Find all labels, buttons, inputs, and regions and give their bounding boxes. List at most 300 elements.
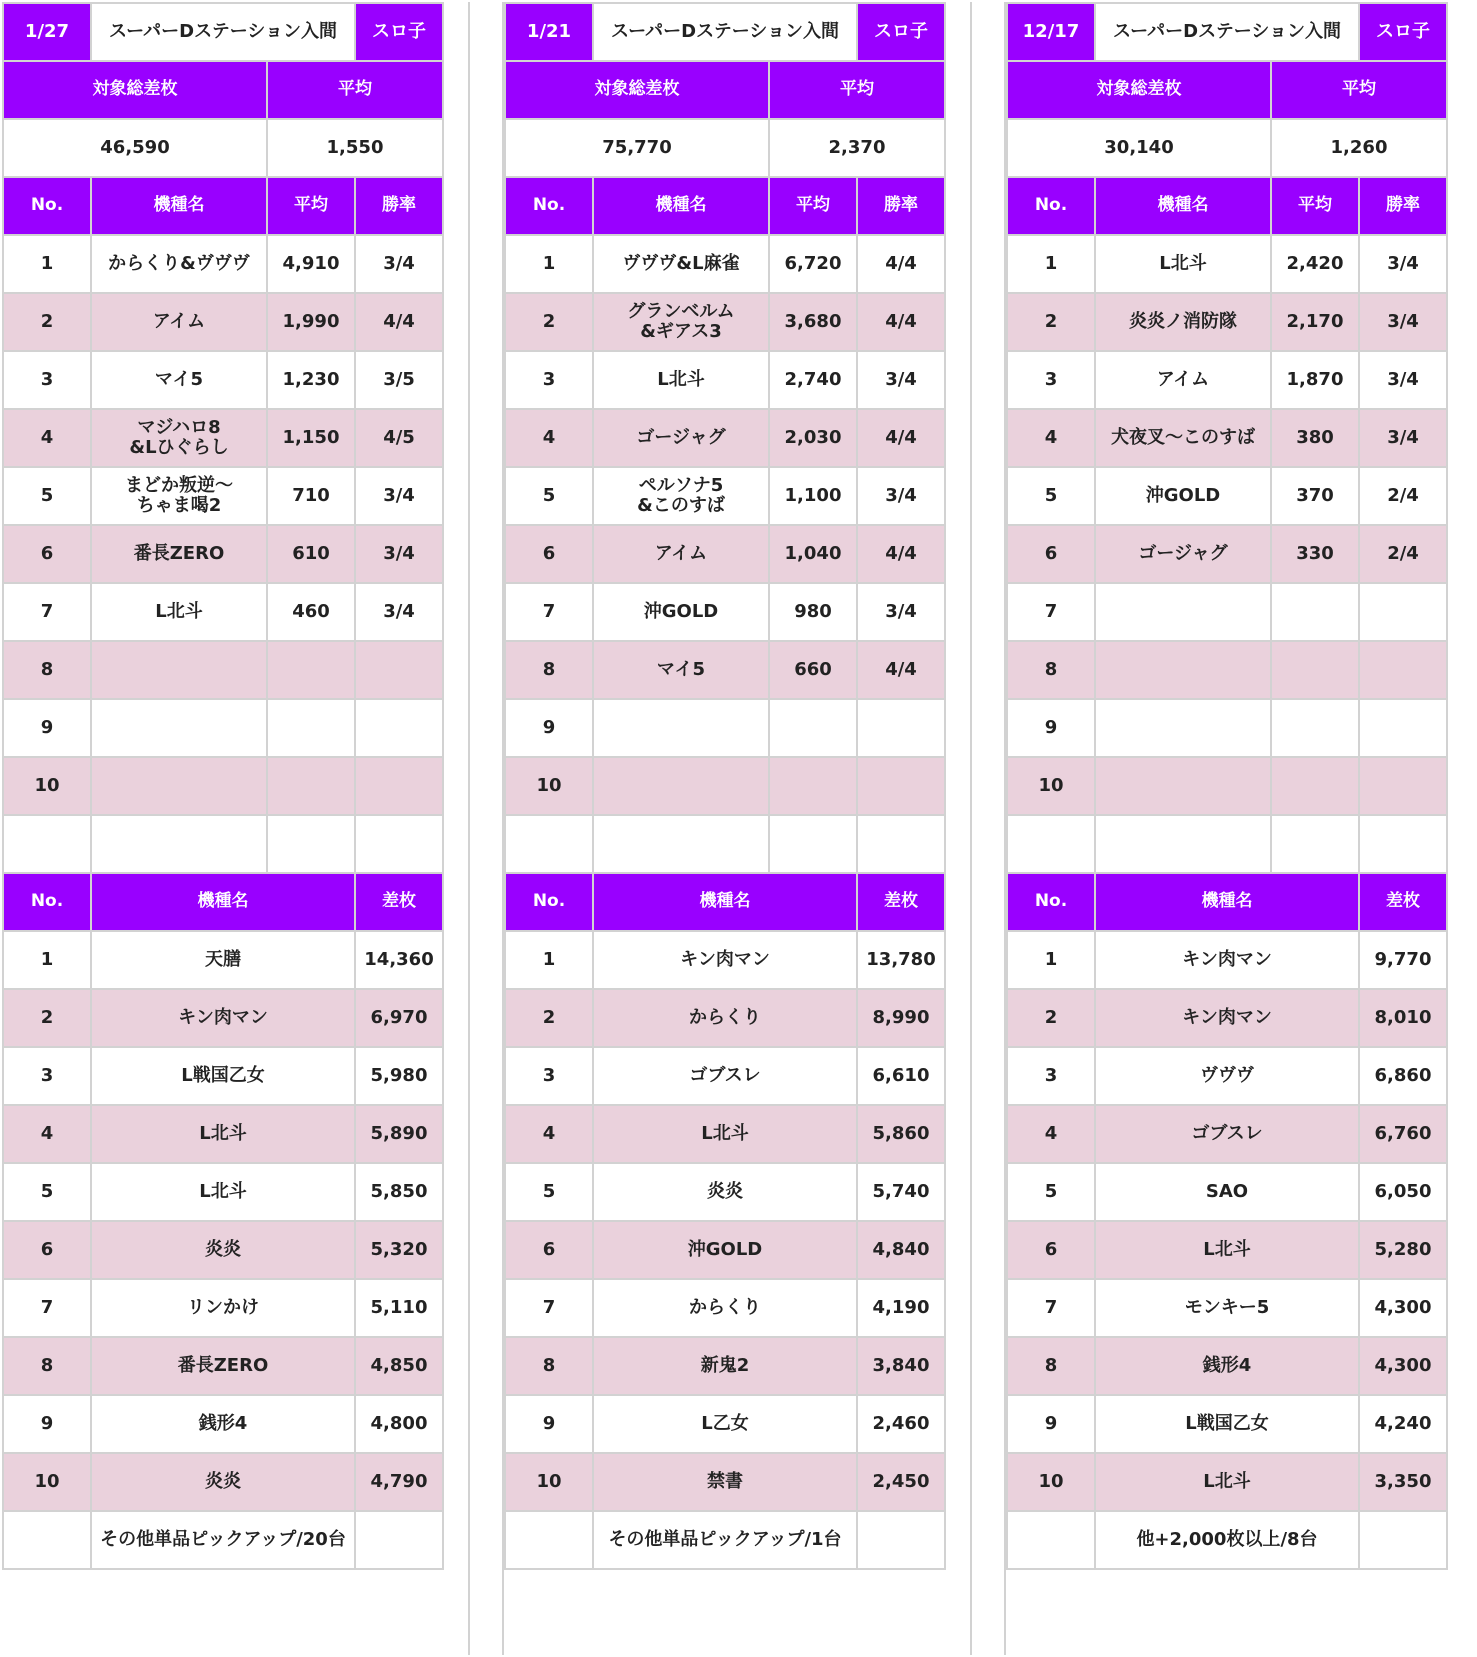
model-name: マイ5 — [593, 641, 769, 699]
average — [1271, 583, 1359, 641]
model-name: 番長ZERO — [91, 525, 267, 583]
coin-diff: 14,360 — [355, 931, 443, 989]
model-name: キン肉マン — [1095, 989, 1359, 1047]
model-name: マジハロ8 &Lひぐらし — [91, 409, 267, 467]
model-name: キン肉マン — [1095, 931, 1359, 989]
model-header-row — [3, 177, 443, 235]
model-name: 禁書 — [593, 1453, 857, 1511]
rank: 1 — [3, 235, 91, 293]
coin-diff: 4,850 — [355, 1337, 443, 1395]
panel-0-unit-table — [2, 872, 444, 1570]
rank: 4 — [3, 1105, 91, 1163]
table-row — [3, 293, 443, 351]
date-label: 1/27 — [3, 3, 91, 61]
average-value: 1,260 — [1271, 119, 1447, 177]
rank: 4 — [505, 409, 593, 467]
table-row — [505, 409, 945, 467]
rank: 3 — [1007, 1047, 1095, 1105]
empty-cell — [593, 815, 769, 873]
spacer-row — [3, 815, 443, 873]
summary-value-row — [505, 119, 945, 177]
spacer-row — [1007, 815, 1447, 873]
win-rate: 3/4 — [1359, 409, 1447, 467]
footer-row — [3, 1511, 443, 1569]
rank: 6 — [3, 1221, 91, 1279]
rank: 10 — [1007, 757, 1095, 815]
table-row — [1007, 293, 1447, 351]
model-name: ゴブスレ — [1095, 1105, 1359, 1163]
table-row — [1007, 467, 1447, 525]
rank: 2 — [505, 989, 593, 1047]
rank: 1 — [505, 235, 593, 293]
model-name: 犬夜叉～このすば — [1095, 409, 1271, 467]
win-rate: 3/4 — [355, 525, 443, 583]
average: 660 — [769, 641, 857, 699]
win-rate: 4/4 — [857, 641, 945, 699]
coin-diff: 6,760 — [1359, 1105, 1447, 1163]
win-rate: 4/4 — [857, 409, 945, 467]
coin-diff: 3,350 — [1359, 1453, 1447, 1511]
coin-diff: 5,980 — [355, 1047, 443, 1105]
table-row — [3, 1395, 443, 1453]
win-rate: 3/5 — [355, 351, 443, 409]
rank: 9 — [505, 699, 593, 757]
average — [1271, 699, 1359, 757]
coin-diff: 4,190 — [857, 1279, 945, 1337]
table-row — [505, 1453, 945, 1511]
model-name: 炎炎 — [593, 1163, 857, 1221]
header-model: 機種名 — [1095, 177, 1271, 235]
model-name: アイム — [593, 525, 769, 583]
table-row — [1007, 1105, 1447, 1163]
average: 380 — [1271, 409, 1359, 467]
table-row — [1007, 699, 1447, 757]
coin-diff: 2,460 — [857, 1395, 945, 1453]
coin-diff: 9,770 — [1359, 931, 1447, 989]
empty-cell — [1359, 1511, 1447, 1569]
summary-header-row — [3, 61, 443, 119]
panel-1-unit-table — [504, 872, 946, 1570]
rank: 2 — [1007, 293, 1095, 351]
coin-diff: 5,280 — [1359, 1221, 1447, 1279]
model-name: キン肉マン — [593, 931, 857, 989]
table-row — [3, 409, 443, 467]
model-name: リンかけ — [91, 1279, 355, 1337]
model-name — [91, 757, 267, 815]
header-model: 機種名 — [91, 873, 355, 931]
average — [1271, 757, 1359, 815]
table-row — [505, 467, 945, 525]
win-rate: 3/4 — [1359, 351, 1447, 409]
spacer-row — [505, 815, 945, 873]
coin-diff: 4,840 — [857, 1221, 945, 1279]
header-no: No. — [1007, 177, 1095, 235]
model-name: モンキー5 — [1095, 1279, 1359, 1337]
table-row — [505, 989, 945, 1047]
date-label: 12/17 — [1007, 3, 1095, 61]
table-row — [1007, 931, 1447, 989]
category-tag: スロ子 — [857, 3, 945, 61]
model-name: 銭形4 — [91, 1395, 355, 1453]
panel-0-model-table — [2, 2, 444, 874]
rank: 6 — [1007, 525, 1095, 583]
win-rate: 4/4 — [857, 235, 945, 293]
table-row — [3, 583, 443, 641]
win-rate: 2/4 — [1359, 467, 1447, 525]
win-rate: 4/5 — [355, 409, 443, 467]
table-row — [505, 1105, 945, 1163]
rank: 7 — [1007, 583, 1095, 641]
category-tag: スロ子 — [1359, 3, 1447, 61]
total-diff-value: 30,140 — [1007, 119, 1271, 177]
win-rate: 2/4 — [1359, 525, 1447, 583]
empty-cell — [355, 1511, 443, 1569]
table-row — [3, 989, 443, 1047]
coin-diff: 5,890 — [355, 1105, 443, 1163]
average — [267, 757, 355, 815]
average: 460 — [267, 583, 355, 641]
win-rate — [857, 757, 945, 815]
empty-cell — [1095, 815, 1271, 873]
rank: 8 — [505, 1337, 593, 1395]
coin-diff: 4,790 — [355, 1453, 443, 1511]
model-name: ヴヴヴ&L麻雀 — [593, 235, 769, 293]
model-name: 番長ZERO — [91, 1337, 355, 1395]
model-name: ゴージャグ — [593, 409, 769, 467]
model-name: 沖GOLD — [1095, 467, 1271, 525]
panel-separator — [970, 2, 1006, 1655]
win-rate — [1359, 583, 1447, 641]
table-row — [1007, 525, 1447, 583]
model-name: キン肉マン — [91, 989, 355, 1047]
header-no: No. — [505, 873, 593, 931]
rank: 3 — [505, 351, 593, 409]
table-row — [3, 1279, 443, 1337]
model-name: アイム — [1095, 351, 1271, 409]
win-rate — [857, 699, 945, 757]
coin-diff: 8,010 — [1359, 989, 1447, 1047]
coin-diff: 2,450 — [857, 1453, 945, 1511]
rank: 7 — [505, 1279, 593, 1337]
header-avg: 平均 — [267, 177, 355, 235]
table-row — [3, 467, 443, 525]
rank: 1 — [3, 931, 91, 989]
empty-cell — [505, 815, 593, 873]
average: 1,990 — [267, 293, 355, 351]
model-name: L北斗 — [593, 351, 769, 409]
empty-cell — [1007, 815, 1095, 873]
rank: 10 — [3, 757, 91, 815]
rank: 2 — [3, 989, 91, 1047]
rank: 9 — [3, 1395, 91, 1453]
rank: 8 — [3, 1337, 91, 1395]
empty-cell — [857, 815, 945, 873]
rank: 3 — [3, 351, 91, 409]
header-no: No. — [1007, 873, 1095, 931]
rank: 2 — [1007, 989, 1095, 1047]
model-name: ゴブスレ — [593, 1047, 857, 1105]
rank: 5 — [505, 467, 593, 525]
rank: 10 — [3, 1453, 91, 1511]
title-row — [505, 3, 945, 61]
header-diff: 差枚 — [355, 873, 443, 931]
table-row — [505, 1279, 945, 1337]
footer-row — [1007, 1511, 1447, 1569]
table-row — [3, 1163, 443, 1221]
rank: 8 — [1007, 641, 1095, 699]
coin-diff: 13,780 — [857, 931, 945, 989]
average: 3,680 — [769, 293, 857, 351]
table-row — [505, 931, 945, 989]
footer-note: その他単品ピックアップ/1台 — [593, 1511, 857, 1569]
summary-value-row — [1007, 119, 1447, 177]
table-row — [505, 525, 945, 583]
model-name: ゴージャグ — [1095, 525, 1271, 583]
average: 710 — [267, 467, 355, 525]
table-row — [505, 351, 945, 409]
table-row — [505, 583, 945, 641]
table-row — [505, 1221, 945, 1279]
table-row — [1007, 1047, 1447, 1105]
win-rate — [1359, 641, 1447, 699]
coin-diff: 5,320 — [355, 1221, 443, 1279]
rank: 4 — [1007, 409, 1095, 467]
table-row — [1007, 1163, 1447, 1221]
table-row — [1007, 1395, 1447, 1453]
header-no: No. — [3, 177, 91, 235]
model-name: マイ5 — [91, 351, 267, 409]
rank: 3 — [3, 1047, 91, 1105]
table-row — [3, 1453, 443, 1511]
rank: 9 — [3, 699, 91, 757]
coin-diff: 4,300 — [1359, 1279, 1447, 1337]
win-rate: 4/4 — [857, 525, 945, 583]
win-rate: 3/4 — [1359, 293, 1447, 351]
average-label: 平均 — [769, 61, 945, 119]
table-row — [505, 699, 945, 757]
total-diff-label: 対象総差枚 — [1007, 61, 1271, 119]
model-name — [1095, 583, 1271, 641]
rank: 7 — [505, 583, 593, 641]
average: 370 — [1271, 467, 1359, 525]
table-row — [3, 931, 443, 989]
rank: 3 — [1007, 351, 1095, 409]
model-header-row — [1007, 177, 1447, 235]
table-row — [3, 1337, 443, 1395]
coin-diff: 6,050 — [1359, 1163, 1447, 1221]
panel-1-model-table — [504, 2, 946, 874]
table-row — [3, 351, 443, 409]
header-winrate: 勝率 — [355, 177, 443, 235]
header-diff: 差枚 — [1359, 873, 1447, 931]
model-name: L北斗 — [91, 1163, 355, 1221]
table-row — [1007, 235, 1447, 293]
table-row — [3, 1047, 443, 1105]
header-model: 機種名 — [593, 873, 857, 931]
table-row — [3, 699, 443, 757]
average: 2,740 — [769, 351, 857, 409]
model-name: まどか叛逆～ ちゃま喝2 — [91, 467, 267, 525]
model-name: からくり&ヴヴヴ — [91, 235, 267, 293]
table-row — [505, 293, 945, 351]
win-rate: 3/4 — [857, 467, 945, 525]
rank: 9 — [1007, 1395, 1095, 1453]
header-no: No. — [3, 873, 91, 931]
summary-value-row — [3, 119, 443, 177]
footer-note: 他+2,000枚以上/8台 — [1095, 1511, 1359, 1569]
rank: 10 — [1007, 1453, 1095, 1511]
table-row — [1007, 989, 1447, 1047]
header-no: No. — [505, 177, 593, 235]
average: 1,150 — [267, 409, 355, 467]
coin-diff: 4,300 — [1359, 1337, 1447, 1395]
store-name: スーパーDステーション入間 — [1095, 3, 1359, 61]
model-name: 沖GOLD — [593, 583, 769, 641]
model-name: からくり — [593, 1279, 857, 1337]
rank: 2 — [3, 293, 91, 351]
model-name — [91, 699, 267, 757]
model-name: アイム — [91, 293, 267, 351]
total-diff-value: 75,770 — [505, 119, 769, 177]
win-rate: 3/4 — [355, 467, 443, 525]
store-name: スーパーDステーション入間 — [91, 3, 355, 61]
average — [769, 699, 857, 757]
panel-2-unit-table — [1006, 872, 1448, 1570]
average-value: 2,370 — [769, 119, 945, 177]
average: 1,100 — [769, 467, 857, 525]
rank: 2 — [505, 293, 593, 351]
model-name: L戦国乙女 — [1095, 1395, 1359, 1453]
header-model: 機種名 — [91, 177, 267, 235]
unit-header-row — [3, 873, 443, 931]
table-row — [505, 757, 945, 815]
table-row — [505, 1337, 945, 1395]
rank: 7 — [3, 583, 91, 641]
coin-diff: 5,740 — [857, 1163, 945, 1221]
table-row — [1007, 1453, 1447, 1511]
header-model: 機種名 — [593, 177, 769, 235]
coin-diff: 5,110 — [355, 1279, 443, 1337]
header-model: 機種名 — [1095, 873, 1359, 931]
rank: 3 — [505, 1047, 593, 1105]
empty-cell — [267, 815, 355, 873]
average — [769, 757, 857, 815]
win-rate — [355, 699, 443, 757]
rank: 7 — [1007, 1279, 1095, 1337]
coin-diff: 4,240 — [1359, 1395, 1447, 1453]
table-row — [1007, 641, 1447, 699]
model-name: 新鬼2 — [593, 1337, 857, 1395]
win-rate: 3/4 — [857, 583, 945, 641]
win-rate — [355, 641, 443, 699]
rank: 4 — [505, 1105, 593, 1163]
rank: 5 — [1007, 1163, 1095, 1221]
rank: 7 — [3, 1279, 91, 1337]
average: 1,040 — [769, 525, 857, 583]
rank: 6 — [505, 1221, 593, 1279]
footer-row — [505, 1511, 945, 1569]
rank: 8 — [505, 641, 593, 699]
coin-diff: 6,860 — [1359, 1047, 1447, 1105]
summary-header-row — [1007, 61, 1447, 119]
average — [267, 699, 355, 757]
panel-2-model-table — [1006, 2, 1448, 874]
average: 330 — [1271, 525, 1359, 583]
model-name: ヴヴヴ — [1095, 1047, 1359, 1105]
table-row — [3, 757, 443, 815]
table-row — [1007, 583, 1447, 641]
average: 980 — [769, 583, 857, 641]
model-name — [1095, 641, 1271, 699]
average: 2,030 — [769, 409, 857, 467]
table-row — [505, 235, 945, 293]
win-rate — [1359, 757, 1447, 815]
table-row — [1007, 409, 1447, 467]
table-row — [1007, 757, 1447, 815]
rank: 8 — [3, 641, 91, 699]
store-name: スーパーDステーション入間 — [593, 3, 857, 61]
table-row — [505, 641, 945, 699]
rank: 10 — [505, 757, 593, 815]
unit-header-row — [1007, 873, 1447, 931]
table-row — [1007, 1279, 1447, 1337]
total-diff-label: 対象総差枚 — [3, 61, 267, 119]
rank: 6 — [1007, 1221, 1095, 1279]
rank: 6 — [3, 525, 91, 583]
empty-cell — [505, 1511, 593, 1569]
average — [267, 641, 355, 699]
empty-cell — [1271, 815, 1359, 873]
header-winrate: 勝率 — [857, 177, 945, 235]
model-name: L北斗 — [1095, 235, 1271, 293]
model-name: 銭形4 — [1095, 1337, 1359, 1395]
coin-diff: 5,860 — [857, 1105, 945, 1163]
total-diff-label: 対象総差枚 — [505, 61, 769, 119]
average: 2,170 — [1271, 293, 1359, 351]
model-name — [1095, 757, 1271, 815]
average-label: 平均 — [1271, 61, 1447, 119]
empty-cell — [769, 815, 857, 873]
model-name: 炎炎 — [91, 1221, 355, 1279]
table-row — [505, 1395, 945, 1453]
win-rate: 3/4 — [1359, 235, 1447, 293]
empty-cell — [3, 815, 91, 873]
table-row — [3, 525, 443, 583]
average: 610 — [267, 525, 355, 583]
table-row — [505, 1047, 945, 1105]
footer-note: その他単品ピックアップ/20台 — [91, 1511, 355, 1569]
table-row — [1007, 1221, 1447, 1279]
win-rate: 3/4 — [857, 351, 945, 409]
title-row — [3, 3, 443, 61]
coin-diff: 4,800 — [355, 1395, 443, 1453]
model-name — [1095, 699, 1271, 757]
coin-diff: 5,850 — [355, 1163, 443, 1221]
rank: 10 — [505, 1453, 593, 1511]
summary-header-row — [505, 61, 945, 119]
model-name: ペルソナ5 &このすば — [593, 467, 769, 525]
model-name: L北斗 — [91, 583, 267, 641]
average-value: 1,550 — [267, 119, 443, 177]
win-rate: 3/4 — [355, 583, 443, 641]
rank: 1 — [1007, 235, 1095, 293]
rank: 9 — [1007, 699, 1095, 757]
coin-diff: 6,610 — [857, 1047, 945, 1105]
header-avg: 平均 — [769, 177, 857, 235]
panel-separator — [468, 2, 504, 1655]
title-row — [1007, 3, 1447, 61]
model-name: 沖GOLD — [593, 1221, 857, 1279]
